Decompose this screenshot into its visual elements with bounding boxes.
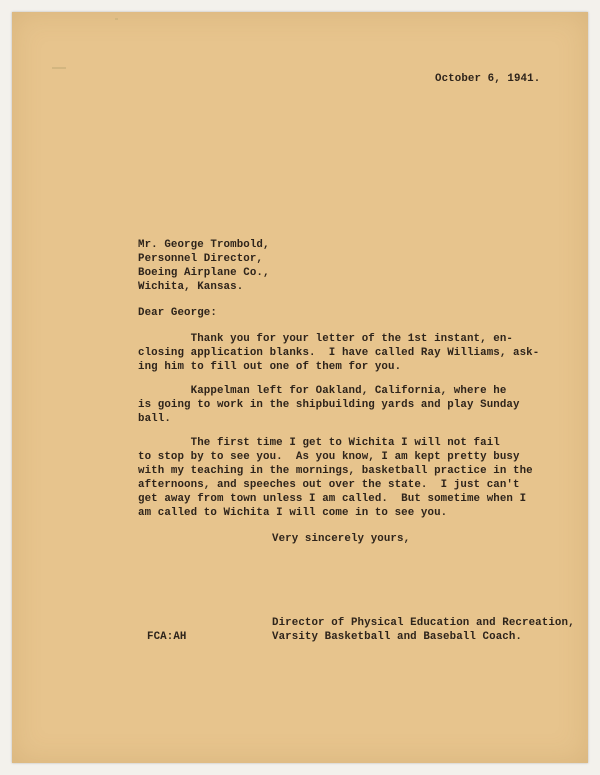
paragraph-line: to stop by to see you. As you know, I am kept pretty busy xyxy=(138,451,520,463)
recipient-title: Personnel Director, xyxy=(138,253,264,265)
paragraph-line: Kappelman left for Oakland, California, where he xyxy=(138,385,507,397)
signature-title-line: Director of Physical Education and Recreation, xyxy=(272,617,575,629)
paragraph-line: The first time I get to Wichita I will not fail xyxy=(138,437,500,449)
paragraph-line: am called to Wichita I will come in to see you. xyxy=(138,507,448,519)
signature-title-line: Varsity Basketball and Baseball Coach. xyxy=(272,631,523,643)
paragraph-line: with my teaching in the mornings, basketball practice in the xyxy=(138,465,533,477)
paragraph-line: afternoons, and speeches out over the state. I just can't xyxy=(138,479,520,491)
closing: Very sincerely yours, xyxy=(272,533,411,545)
recipient-name: Mr. George Trombold, xyxy=(138,239,270,251)
letter-page xyxy=(12,12,588,763)
paragraph-line: ball. xyxy=(138,413,171,425)
letter-date: October 6, 1941. xyxy=(435,73,541,85)
paragraph-line: Thank you for your letter of the 1st instant, en- xyxy=(138,333,514,345)
typist-initials: FCA:AH xyxy=(147,631,187,643)
recipient-company: Boeing Airplane Co., xyxy=(138,267,270,279)
paragraph-line: ing him to fill out one of them for you. xyxy=(138,361,402,373)
salutation: Dear George: xyxy=(138,307,217,319)
recipient-city: Wichita, Kansas. xyxy=(138,281,244,293)
paragraph-line: closing application blanks. I have called Ray Williams, ask- xyxy=(138,347,540,359)
paragraph-line: get away from town unless I am called. But sometime when I xyxy=(138,493,527,505)
paper-speck xyxy=(52,67,66,69)
paper-speck xyxy=(115,18,118,20)
paragraph-line: is going to work in the shipbuilding yards and play Sunday xyxy=(138,399,520,411)
